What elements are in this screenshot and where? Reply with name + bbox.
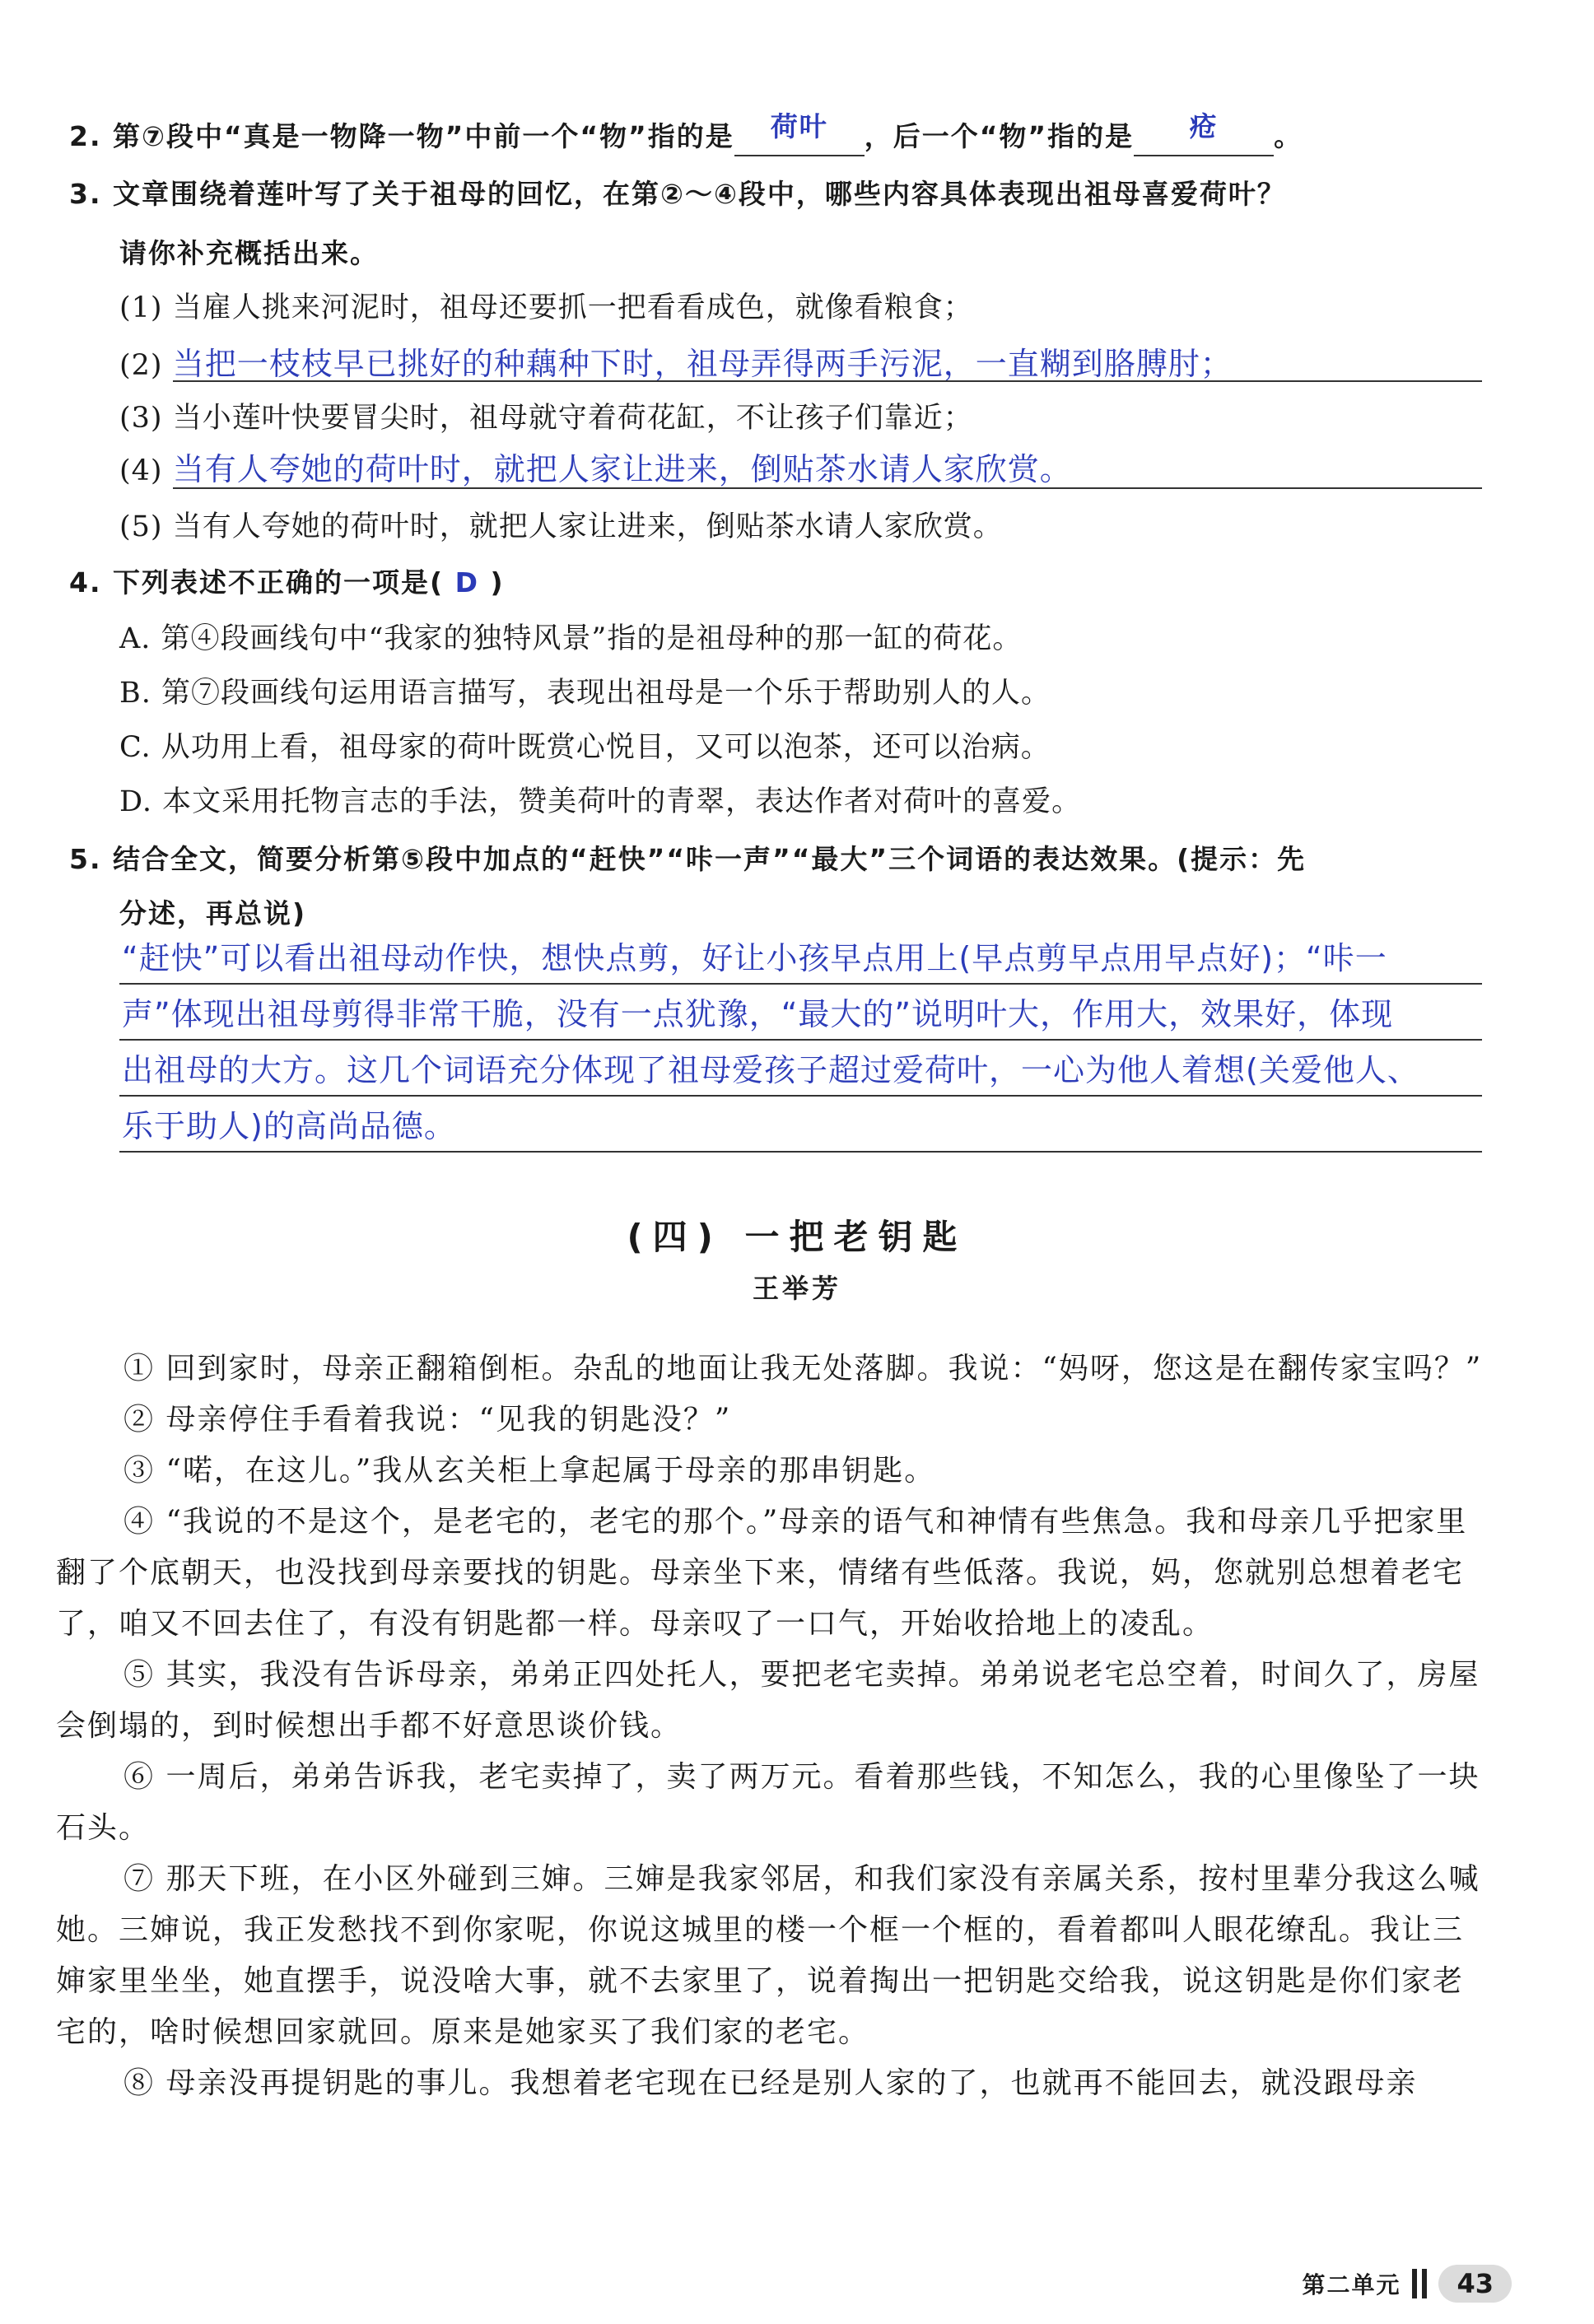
question-text: ) [490,566,505,598]
q3-item-2 [119,344,1233,385]
question-3 [69,175,1286,214]
question-number: 2. [69,120,102,152]
answer-rule [173,487,1482,489]
option-b: B. 第⑦段画线句运用语言描写，表现出祖母是一个乐于帮助别人的人。 [119,677,1051,710]
page-number: 43 [1438,2265,1512,2303]
item-text: 当有人夸她的荷叶时，就把人家让进来，倒贴茶水请人家欣赏。 [172,510,1003,543]
q3-item-4 [119,449,1072,491]
question-number: 3. [69,178,102,210]
item-label: (4) [119,454,163,487]
item-label: (2) [119,349,163,382]
question-text: 结合全文，简要分析第⑤段中加点的“赶快”“咔一声”“最大”三个词语的表达效果。(提示：先 [113,843,1307,875]
paragraph: ⑦ 那天下班，在小区外碰到三婶。三婶是我家邻居，和我们家没有亲属关系，按村里辈分我这么喊她。三婶说，我正发愁找不到你家呢，你说这城里的楼一个框一个框的，看着都叫人眼花缭乱。我让三婶家里坐坐，她直摆手，说没啥大事，就不去家里了，说着掏出一把钥匙交给我，说这钥匙是你们家老宅的，啥时候想回家就回。原来是她家买了我们家的老宅。 [56,1862,1480,2049]
option-c: C. 从功用上看，祖母家的荷叶既赏心悦目，又可以泡茶，还可以治病。 [119,731,1051,764]
question-number: 5. [69,843,102,875]
unit-label: 第二单元 [1302,2271,1401,2298]
item-label: (1) [119,291,163,324]
question-3-line-2: 请你补充概括出来。 [119,237,379,269]
paragraph: ① 回到家时，母亲正翻箱倒柜。杂乱的地面让我无处落脚。我说：“妈呀，您这是在翻传家宝吗？” [124,1352,1483,1386]
question-text: 。 [1274,120,1303,152]
paragraph: ⑥ 一周后，弟弟告诉我，老宅卖掉了，卖了两万元。看着那些钱，不知怎么，我的心里像坠了一块石头。 [56,1760,1480,1845]
paragraph: ③ “喏，在这儿。”我从玄关柜上拿起属于母亲的那串钥匙。 [124,1454,936,1488]
item-label: (5) [119,510,163,543]
option-a: A. 第④段画线句中“我家的独特风景”指的是祖母种的那一缸的荷花。 [119,622,1023,655]
article-title: (四) 一把老钥匙 [627,1217,967,1257]
handwritten-answer-line: 出祖母的大方。这几个词语充分体现了祖母爱孩子超过爱荷叶，一心为他人着想(关爱他人、 [122,1052,1419,1088]
answer-blank-2 [1134,110,1274,156]
item-text: 当小莲叶快要冒尖时，祖母就守着荷花缸，不让孩子们靠近； [172,402,973,435]
answer-rule [119,983,1482,985]
option-d: D. 本文采用托物言志的手法，赞美荷叶的青翠，表达作者对荷叶的喜爱。 [119,785,1082,818]
divider-bars-icon [1412,2269,1427,2298]
question-text: 下列表述不正确的一项是( [113,566,445,598]
question-2 [69,110,1303,156]
question-text: 第⑦段中“真是一物降一物”中前一个“物”指的是 [113,120,734,152]
handwritten-answer: 当把一枝枝早已挑好的种藕种下时，祖母弄得两手污泥，一直糊到胳膊肘； [172,346,1233,382]
handwritten-answer: 荷叶 [770,110,828,142]
answer-rule [119,1095,1482,1097]
answer-blank-1 [734,110,865,156]
handwritten-answer-line: “赶快”可以看出祖母动作快，想快点剪，好让小孩早点用上(早点剪早点用早点好)；“咔一 [122,940,1387,976]
question-5-line-2: 分述，再总说) [119,897,307,929]
question-number: 4. [69,566,102,598]
question-4 [69,563,505,603]
handwritten-answer: D [454,566,479,598]
article-body [56,1344,1489,2109]
handwritten-answer-line: 乐于助人)的高尚品德。 [122,1108,456,1144]
answer-rule [173,380,1482,382]
paragraph: ⑧ 母亲没再提钥匙的事儿。我想着老宅现在已经是别人家的了，也就再不能回去，就没跟母亲 [124,2066,1418,2100]
item-label: (3) [119,402,163,435]
question-5 [69,840,1306,879]
paragraph: ② 母亲停住手看着我说：“见我的钥匙没？” [124,1403,732,1437]
paragraph: ④ “我说的不是这个，是老宅的，老宅的那个。”母亲的语气和神情有些焦急。我和母亲几乎把家里翻了个底朝天，也没找到母亲要找的钥匙。母亲坐下来，情绪有些低落。我说，妈，您就别总想着老宅了，咱又不回去住了，有没有钥匙都一样。母亲叹了一口气，开始收拾地上的凌乱。 [56,1505,1468,1641]
question-text: ，后一个“物”指的是 [864,120,1135,152]
q3-item-3 [119,398,973,438]
q3-item-5 [119,507,1003,547]
handwritten-answer-line: 声”体现出祖母剪得非常干脆，没有一点犹豫，“最大的”说明叶大，作用大，效果好，体现 [122,996,1394,1032]
question-text: 文章围绕着莲叶写了关于祖母的回忆，在第②～④段中，哪些内容具体表现出祖母喜爱荷叶？ [113,178,1286,210]
handwritten-answer: 疮 [1189,110,1219,142]
paragraph: ⑤ 其实，我没有告诉母亲，弟弟正四处托人，要把老宅卖掉。弟弟说老宅总空着，时间久了，房屋会倒塌的，到时候想出手都不好意思谈价钱。 [56,1658,1480,1743]
item-text: 当雇人挑来河泥时，祖母还要抓一把看看成色，就像看粮食； [172,291,973,324]
q3-item-1 [119,288,973,328]
handwritten-answer: 当有人夸她的荷叶时，就把人家让进来，倒贴茶水请人家欣赏。 [172,451,1072,487]
answer-rule [119,1151,1482,1153]
article-author: 王举芳 [752,1273,841,1304]
page-footer [1302,2262,1512,2305]
answer-rule [119,1039,1482,1041]
